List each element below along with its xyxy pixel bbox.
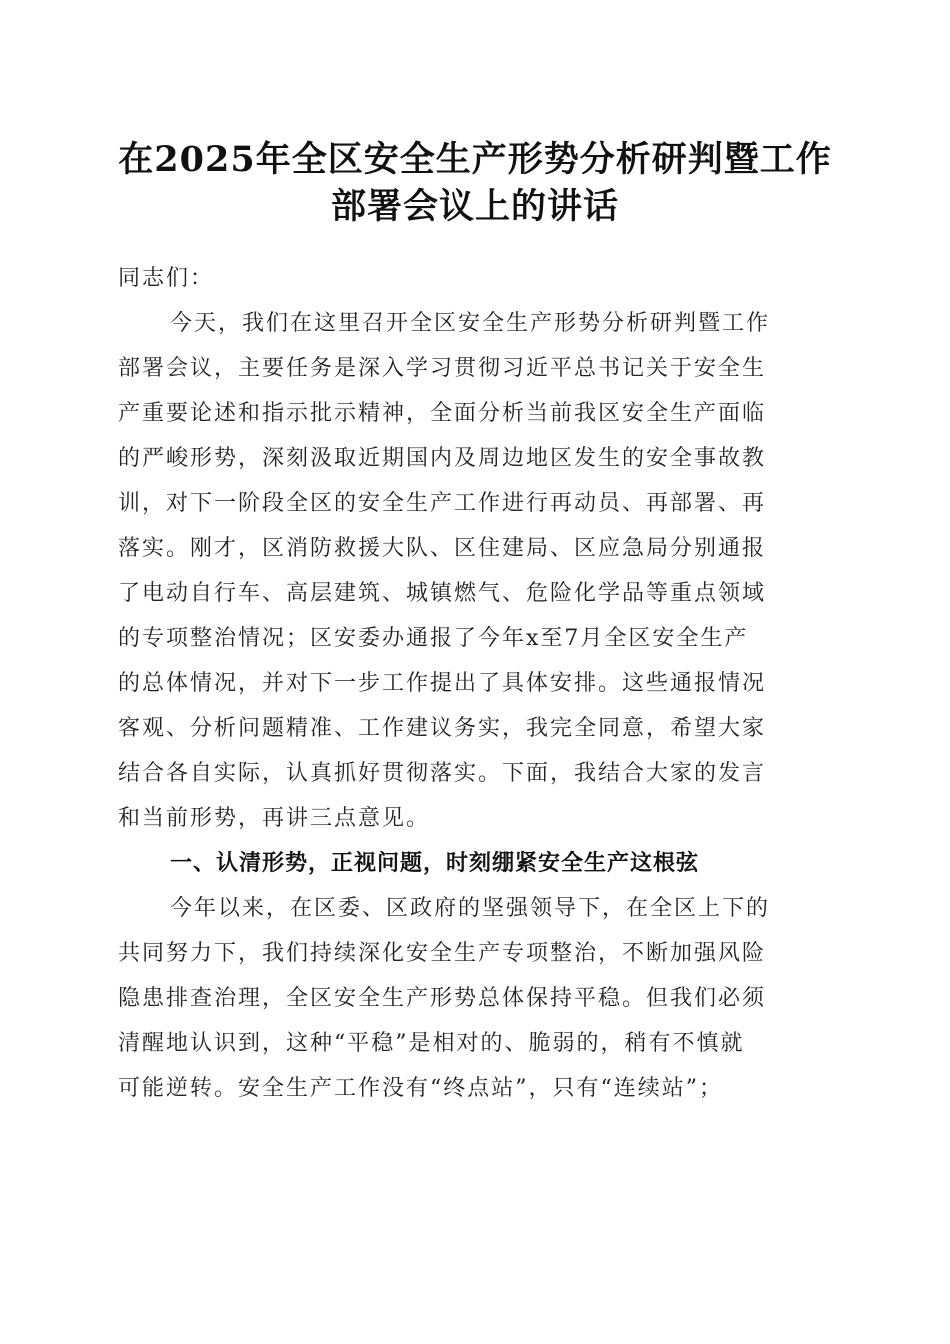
paragraph-line: 了电动自行车、高层建筑、城镇燃气、危险化学品等重点领域 (118, 581, 767, 606)
paragraph-line: 的专项整治情况；区安委办通报了今年x至7月全区安全生产 (118, 626, 749, 651)
paragraph-situation (118, 886, 830, 1111)
paragraph-line: 客观、分析问题精准、工作建议务实，我完全同意，希望大家 (118, 716, 767, 741)
salutation: 同志们： (118, 266, 215, 291)
title-line: 部署会议上的讲话 (330, 186, 619, 227)
title-line: 在2025年全区安全生产形势分析研判暨工作 (118, 139, 832, 180)
paragraph-line: 今年以来，在区委、区政府的坚强领导下，在全区上下的 (170, 896, 771, 921)
paragraph-line: 产重要论述和指示批示精神，全面分析当前我区安全生产面临 (118, 401, 767, 426)
paragraph-line: 结合各自实际，认真抓好贯彻落实。下面，我结合大家的发言 (118, 761, 767, 786)
paragraph-line: 共同努力下，我们持续深化安全生产专项整治，不断加强风险 (118, 941, 767, 966)
paragraph-line: 落实。刚才，区消防救援大队、区住建局、区应急局分别通报 (118, 536, 767, 561)
paragraph-line: 的总体情况，并对下一步工作提出了具体安排。这些通报情况 (118, 671, 767, 696)
paragraph-line: 可能逆转。安全生产工作没有“终点站”，只有“连续站”； (118, 1076, 723, 1101)
paragraph-line: 部署会议，主要任务是深入学习贯彻习近平总书记关于安全生 (118, 356, 767, 381)
paragraph-line: 训，对下一阶段全区的安全生产工作进行再动员、再部署、再 (118, 491, 767, 516)
section-heading: 一、认清形势，正视问题，时刻绷紧安全生产这根弦 (170, 851, 700, 876)
document-body (118, 256, 830, 1111)
paragraph-line: 今天，我们在这里召开全区安全生产形势分析研判暨工作 (170, 311, 771, 336)
paragraph-line: 隐患排查治理，全区安全生产形势总体保持平稳。但我们必须 (118, 986, 767, 1011)
document-title (100, 136, 850, 230)
paragraph-line: 的严峻形势，深刻汲取近期国内及周边地区发生的安全事故教 (118, 446, 767, 471)
paragraph-line: 清醒地认识到，这种“平稳”是相对的、脆弱的，稍有不慎就 (118, 1031, 745, 1056)
paragraph-line: 和当前形势，再讲三点意见。 (118, 806, 431, 831)
paragraph-intro (118, 301, 830, 841)
